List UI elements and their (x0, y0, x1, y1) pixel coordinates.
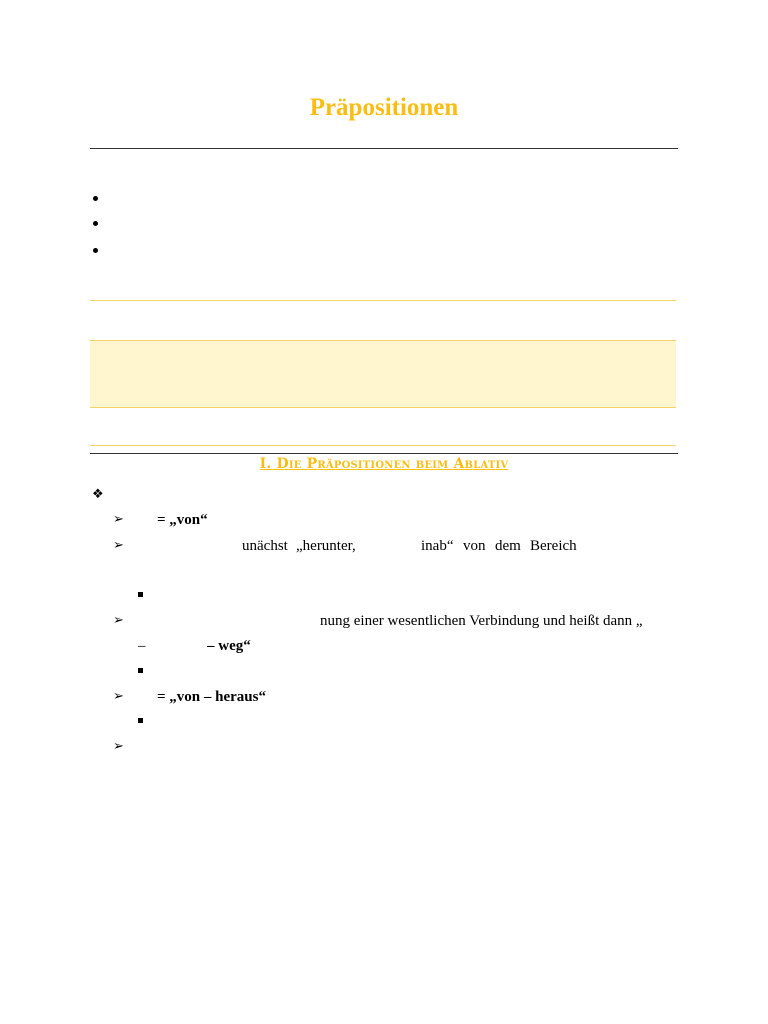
line-verbindung: nung einer wesentlichen Verbindung und heißt dann „ (320, 613, 643, 629)
square-bullet-icon (138, 592, 143, 597)
diamond-cluster-icon: ❖ (92, 487, 104, 502)
box-bottom-border (90, 445, 676, 446)
arrowhead-bullet-icon: ➢ (113, 613, 124, 628)
box-top-border (90, 300, 676, 301)
line-bereich: Bereich (530, 538, 577, 554)
arrowhead-bullet-icon: ➢ (113, 739, 124, 754)
arrowhead-bullet-icon: ➢ (113, 512, 124, 527)
section-heading: I. Die Präpositionen beim Ablativ (259, 456, 509, 472)
line-dem: dem (495, 538, 521, 554)
arrowhead-bullet-icon: ➢ (113, 689, 124, 704)
line-von-heraus: = „von – heraus“ (157, 689, 266, 705)
arrowhead-bullet-icon: ➢ (113, 538, 124, 553)
line-herunter: „herunter, (296, 538, 356, 554)
line-zunaechst: unächst (242, 538, 288, 554)
dot-bullet-icon (93, 221, 98, 226)
line-weg: – weg“ (207, 638, 251, 654)
line-hinab: inab“ (421, 538, 454, 554)
square-bullet-icon (138, 718, 143, 723)
line-dash: – (138, 638, 146, 654)
dot-bullet-icon (93, 248, 98, 253)
shaded-band (90, 340, 676, 408)
square-bullet-icon (138, 668, 143, 673)
dot-bullet-icon (93, 196, 98, 201)
title-divider (90, 148, 678, 149)
line-von-word: von (463, 538, 486, 554)
line-von: = „von“ (157, 512, 208, 528)
page-title: Präpositionen (309, 94, 459, 121)
